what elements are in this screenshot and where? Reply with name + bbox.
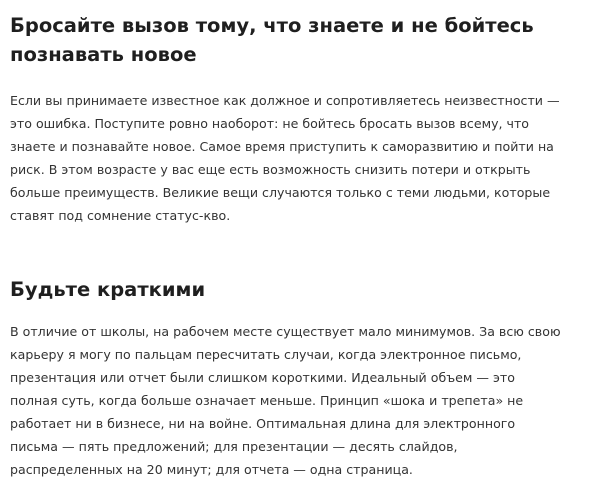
paragraph-line: работает ни в бизнесе, ни на войне. Оптимальная длина для электронного bbox=[10, 416, 516, 431]
paragraph-line: полная суть, когда больше означает меньше. Принцип «шока и трепета» не bbox=[10, 393, 524, 408]
paragraph-line: презентация или отчет были слишком короткими. Идеальный объем — это bbox=[10, 370, 515, 385]
paragraph-line: больше преимуществ. Великие вещи случаются только с теми людьми, которые bbox=[10, 185, 551, 200]
heading-line: Бросайте вызов тому, что знаете и не бойтесь bbox=[10, 14, 534, 37]
heading-line: познавать новое bbox=[10, 43, 197, 66]
paragraph-line: письма — пять предложений; для презентации — десять слайдов, bbox=[10, 439, 458, 454]
paragraph-line: распределенных на 20 минут; для отчета — одна страница. bbox=[10, 462, 413, 477]
paragraph-line: ставят под сомнение статус-кво. bbox=[10, 208, 231, 223]
section-paragraph bbox=[10, 320, 594, 481]
paragraph-line: это ошибка. Поступите ровно наоборот: не бойтесь бросать вызов всему, что bbox=[10, 116, 530, 131]
paragraph-line: знаете и познавайте новое. Самое время приступить к саморазвитию и пойти на bbox=[10, 139, 554, 154]
section-heading bbox=[10, 275, 594, 304]
heading-line: Будьте краткими bbox=[10, 278, 206, 301]
section-paragraph bbox=[10, 89, 594, 227]
paragraph-line: В отличие от школы, на рабочем месте существует мало минимумов. За всю свою bbox=[10, 324, 561, 339]
paragraph-line: риск. В этом возрасте у вас еще есть возможность снизить потери и открыть bbox=[10, 162, 531, 177]
section-heading bbox=[10, 11, 594, 69]
paragraph-line: Если вы принимаете известное как должное и сопротивляетесь неизвестности — bbox=[10, 93, 560, 108]
paragraph-line: карьеру я могу по пальцам пересчитать случаи, когда электронное письмо, bbox=[10, 347, 522, 362]
